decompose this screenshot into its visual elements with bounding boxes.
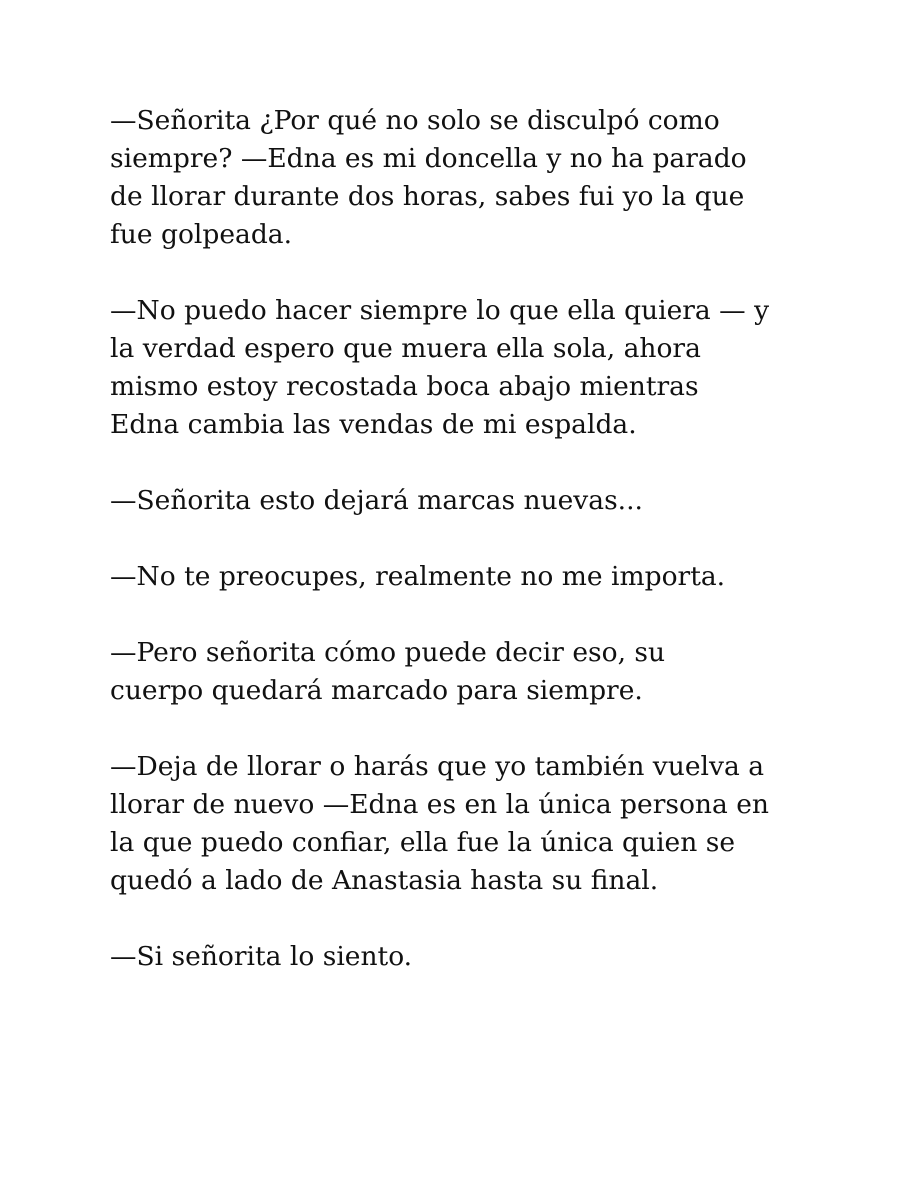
text-line: llorar de nuevo —Edna es en la única persona en [110,789,769,820]
text-line: —Deja de llorar o harás que yo también vuelva a [110,751,764,782]
paragraph-5 [110,634,810,710]
paragraph-6 [110,748,810,900]
text-line: fue golpeada. [110,219,293,250]
paragraph-4 [110,558,810,596]
paragraph-2 [110,292,810,444]
text-line: cuerpo quedará marcado para siempre. [110,675,643,706]
text-line: —Señorita ¿Por qué no solo se disculpó como [110,105,720,136]
text-line: la que puedo confiar, ella fue la única quien se [110,827,736,858]
text-line: —No puedo hacer siempre lo que ella quiera — y [110,295,770,326]
paragraph-1 [110,102,810,254]
text-line: —Señorita esto dejará marcas nuevas... [110,485,643,516]
text-line: la verdad espero que muera ella sola, ahora [110,333,701,364]
text-line: —No te preocupes, realmente no me importa. [110,561,726,592]
text-line: mismo estoy recostada boca abajo mientras [110,371,699,402]
text-line: Edna cambia las vendas de mi espalda. [110,409,637,440]
text-line: siempre? —Edna es mi doncella y no ha parado [110,143,747,174]
body-text [110,102,810,1014]
paragraph-3 [110,482,810,520]
text-line: de llorar durante dos horas, sabes fui yo la que [110,181,745,212]
paragraph-7 [110,938,810,976]
text-line: quedó a lado de Anastasia hasta su final. [110,865,659,896]
text-line: —Pero señorita cómo puede decir eso, su [110,637,666,668]
text-line: —Si señorita lo siento. [110,941,413,972]
